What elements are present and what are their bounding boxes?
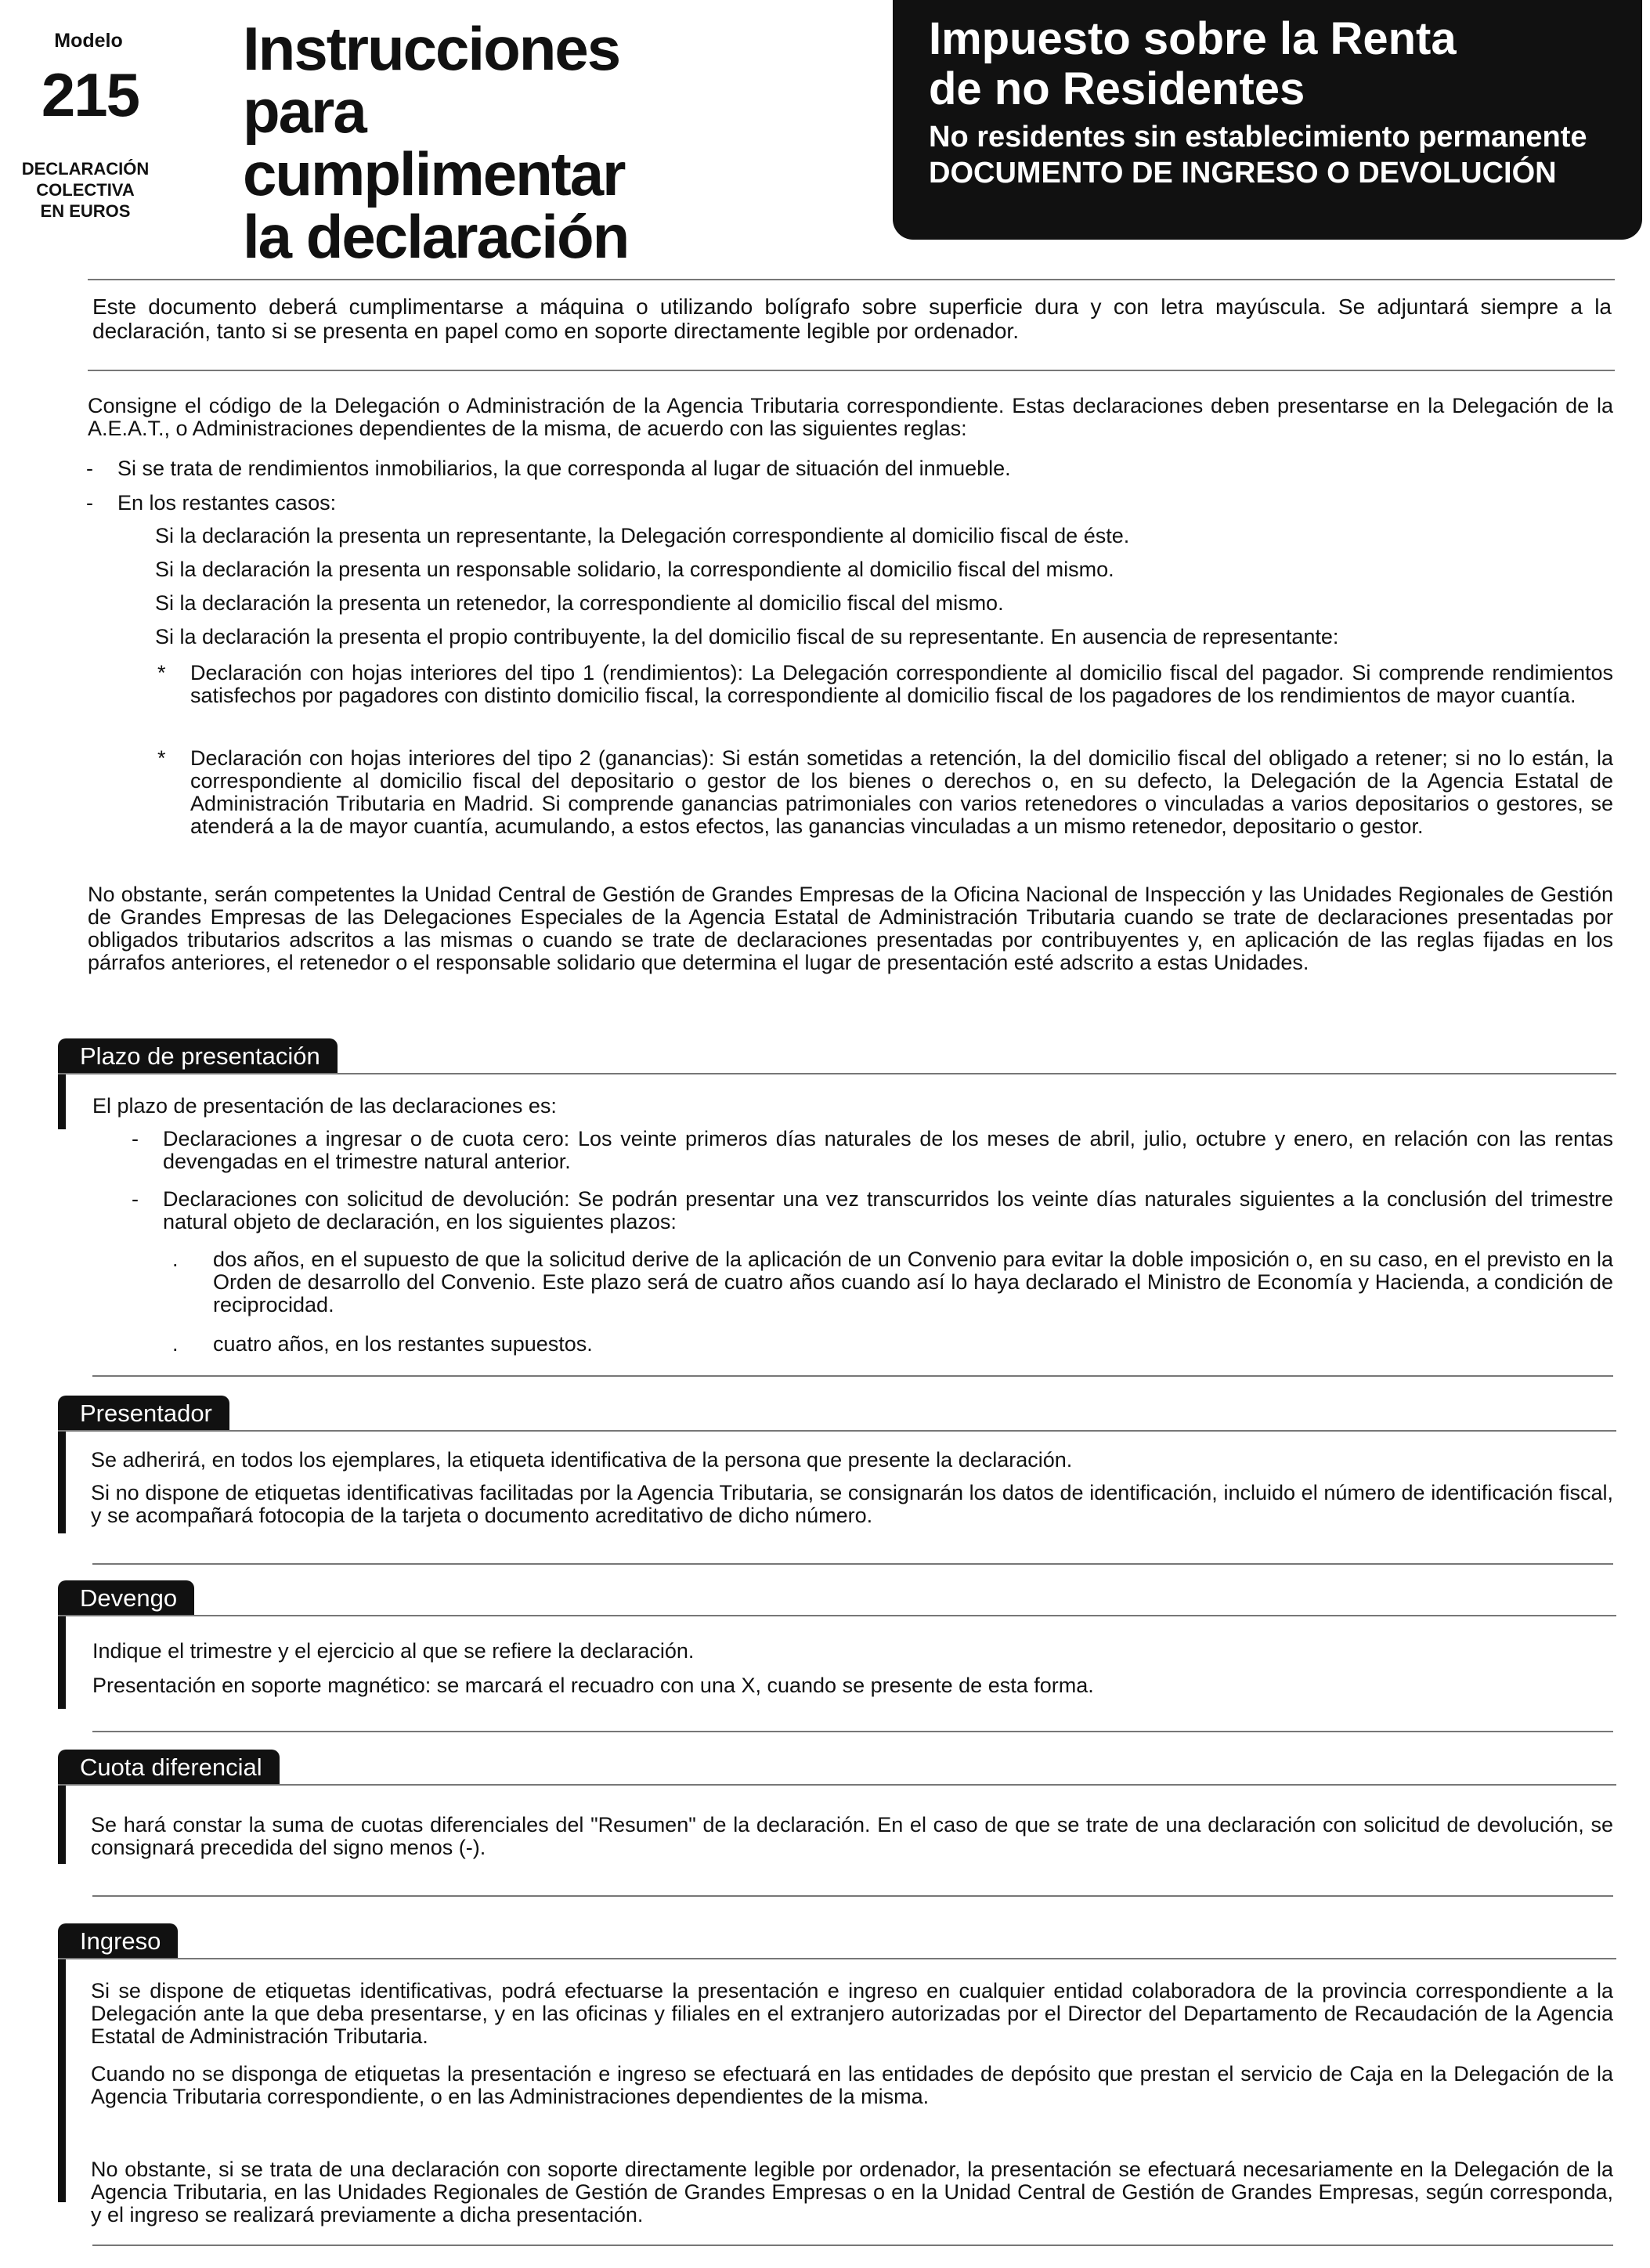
section-bar (58, 1959, 66, 2202)
section-heading-ingreso: Ingreso (58, 1923, 178, 1959)
list-item: Si la declaración la presenta un retenedor, la correspondiente al domicilio fiscal del mismo. (155, 591, 1004, 615)
divider (92, 1375, 1613, 1377)
list-item (172, 1332, 1613, 1356)
list-item (132, 1187, 1613, 1233)
tax-header-box (893, 0, 1642, 240)
section-heading-devengo: Devengo (58, 1580, 194, 1616)
list-item: Si la declaración la presenta un representante, la Delegación correspondiente al domicilio fiscal de éste. (155, 524, 1130, 547)
list-item: Si la declaración la presenta el propio contribuyente, la del domicilio fiscal de su representante. En ausencia de representante: (155, 625, 1339, 648)
list-item-text: cuatro años, en los restantes supuestos. (213, 1332, 593, 1356)
title-line: Instrucciones (243, 14, 620, 83)
section-bar (58, 1616, 66, 1709)
list-item (86, 457, 1613, 480)
divider (58, 1958, 1616, 1959)
modelo-sub-line: COLECTIVA (36, 180, 135, 200)
intro-paragraph: Este documento deberá cumplimentarse a máquina o utilizando bolígrafo sobre superficie dura y con letra mayúscula. Se adjuntará siempre a la declaración, tanto si se presenta en papel como en soporte directamente legible por ordenador. (92, 294, 1612, 343)
document-type: DOCUMENTO DE INGRESO O DEVOLUCIÓN (929, 157, 1557, 190)
section-heading-presentador: Presentador (58, 1396, 229, 1432)
divider (58, 1073, 1616, 1074)
list-item-text: Si se trata de rendimientos inmobiliarios, la que corresponda al lugar de situación del inmueble. (117, 457, 1011, 480)
section-bar (58, 1074, 66, 1129)
tax-title-line: Impuesto sobre la Renta (929, 13, 1457, 64)
modelo-sub-line: EN EUROS (40, 201, 131, 221)
modelo-sub-line: DECLARACIÓN (21, 159, 150, 179)
devengo-paragraph: Presentación en soporte magnético: se marcará el recuadro con una X, cuando se presente de esta forma. (92, 1674, 1094, 1697)
divider (92, 1563, 1613, 1565)
section-bar (58, 1786, 66, 1864)
divider (88, 370, 1615, 371)
modelo-subtitle (3, 158, 168, 222)
asterisk-bullet: * (157, 661, 166, 684)
divider (92, 1731, 1613, 1732)
divider (88, 279, 1615, 280)
delegacion-paragraph: Consigne el código de la Delegación o Administración de la Agencia Tributaria correspondiente. Estas declaraciones deben presentarse en la Delegación de la A.E.A.T., o Administraciones dependientes de la misma, de acuerdo con las siguientes reglas: (88, 394, 1613, 440)
dash-bullet: - (132, 1187, 139, 1211)
dash-bullet: - (86, 457, 93, 480)
devengo-paragraph: Indique el trimestre y el ejercicio al que se refiere la declaración. (92, 1639, 695, 1663)
list-item-text: Declaraciones con solicitud de devolución: Se podrán presentar una vez transcurridos los veinte días naturales siguientes a la conclusión del trimestre natural objeto de declaración, en los siguientes plazos: (163, 1187, 1613, 1233)
list-item-text: dos años, en el supuesto de que la solicitud derive de la aplicación de un Convenio para evitar la doble imposición o, en su caso, en el previsto en la Orden de desarrollo del Convenio. Este plazo será de cuatro años cuando así lo haya declarado el Ministro de Economía y Hacienda, a condición de reciprocidad. (213, 1248, 1613, 1316)
section-heading-cuota: Cuota diferencial (58, 1750, 280, 1786)
ingreso-paragraph: Si se dispone de etiquetas identificativas, podrá efectuarse la presentación e ingreso en cualquier entidad colaboradora de la provincia correspondiente a la Delegación ante la que deba presentarse, y en las oficinas y filiales en el extranjero autorizadas por el Director del Departamento de Recaudación de la Agencia Estatal de Administración Tributaria. (91, 1979, 1613, 2048)
divider (58, 1784, 1616, 1786)
list-item (157, 746, 1613, 838)
dot-bullet: . (172, 1332, 179, 1356)
divider (58, 1615, 1616, 1616)
list-item (157, 661, 1613, 707)
title-line: la declaración (243, 202, 629, 271)
dot-bullet: . (172, 1248, 179, 1271)
list-item (86, 491, 1613, 515)
delegacion-paragraph: No obstante, serán competentes la Unidad Central de Gestión de Grandes Empresas de la Oficina Nacional de Inspección y las Unidades Regionales de Gestión de Grandes Empresas de las Delegaciones Especiales de la Agencia Estatal de Administración Tributaria cuando se trate de declaraciones presentadas por obligados tributarios adscritos a las mismas o cuando se trate de declaraciones presentadas por contribuyentes y, en aplicación de las reglas fijadas en los párrafos anteriores, el retenedor o el responsable solidario que determina el lugar de presentación esté adscrito a estas Unidades. (88, 883, 1613, 974)
ingreso-paragraph: Cuando no se disponga de etiquetas la presentación e ingreso se efectuará en las entidades de depósito que prestan el servicio de Caja en la Delegación de la Agencia Tributaria correspondiente, o en las Administraciones dependientes de la misma. (91, 2062, 1613, 2108)
asterisk-bullet: * (157, 746, 166, 770)
modelo-number: 215 (41, 60, 139, 129)
ingreso-paragraph: No obstante, si se trata de una declaración con soporte directamente legible por ordenador, la presentación se efectuará necesariamente en la Delegación de la Agencia Tributaria, en las Unidades Regionales de Gestión de Grandes Empresas o en la Unidad Central de Gestión de Grandes Empresas, según corresponda, y el ingreso se realizará previamente a dicha presentación. (91, 2158, 1613, 2226)
modelo-label: Modelo (54, 30, 123, 52)
plazo-intro: El plazo de presentación de las declaraciones es: (92, 1094, 557, 1118)
list-item (172, 1248, 1613, 1316)
section-heading-plazo: Plazo de presentación (58, 1038, 338, 1074)
list-item: Si la declaración la presenta un responsable solidario, la correspondiente al domicilio fiscal del mismo. (155, 558, 1114, 581)
divider (92, 1895, 1613, 1897)
divider (58, 1430, 1616, 1432)
page-title (243, 14, 760, 271)
dash-bullet: - (132, 1127, 139, 1150)
presentador-paragraph: Si no dispone de etiquetas identificativas facilitadas por la Agencia Tributaria, se consignarán los datos de identificación, incluido el número de identificación fiscal, y se acompañará fotocopia de la tarjeta o documento acreditativo de dicho número. (91, 1481, 1613, 1527)
dash-bullet: - (86, 491, 93, 515)
list-item (132, 1127, 1613, 1173)
list-item-text: Declaración con hojas interiores del tipo 2 (ganancias): Si están sometidas a retención, la del domicilio fiscal del obligado a retener; si no lo están, la correspondiente al domicilio fiscal del depositario o gestor de los bienes o derechos o, en su defecto, la Delegación de la Agencia Estatal de Administración Tributaria en Madrid. Si comprende ganancias patrimoniales con varios retenedores o vinculadas a varios depositarios o gestores, se atenderá a la de mayor cuantía, acumulando, a estos efectos, las ganancias vinculadas a un mismo retenedor, depositario o gestor. (190, 746, 1613, 838)
cuota-paragraph: Se hará constar la suma de cuotas diferenciales del "Resumen" de la declaración. En el caso de que se trate de una declaración con solicitud de devolución, se consignará precedida del signo menos (-). (91, 1813, 1613, 1859)
presentador-paragraph: Se adherirá, en todos los ejemplares, la etiqueta identificativa de la persona que presente la declaración. (91, 1448, 1073, 1472)
tax-subtitle: No residentes sin establecimiento permanente (929, 121, 1587, 153)
divider (92, 2245, 1613, 2246)
list-item-text: Declaración con hojas interiores del tipo 1 (rendimientos): La Delegación correspondiente al domicilio fiscal del pagador. Si comprende rendimientos satisfechos por pagadores con distinto domicilio fiscal, la correspondiente al domicilio fiscal de los pagadores de los rendimientos de mayor cuantía. (190, 661, 1613, 707)
list-item-text: Declaraciones a ingresar o de cuota cero: Los veinte primeros días naturales de los meses de abril, julio, octubre y enero, en relación con las rentas devengadas en el trimestre natural anterior. (163, 1127, 1613, 1173)
list-item-text: En los restantes casos: (117, 491, 337, 515)
title-line: para cumplimentar (243, 77, 625, 208)
section-bar (58, 1432, 66, 1533)
tax-title-line: de no Residentes (929, 63, 1305, 114)
